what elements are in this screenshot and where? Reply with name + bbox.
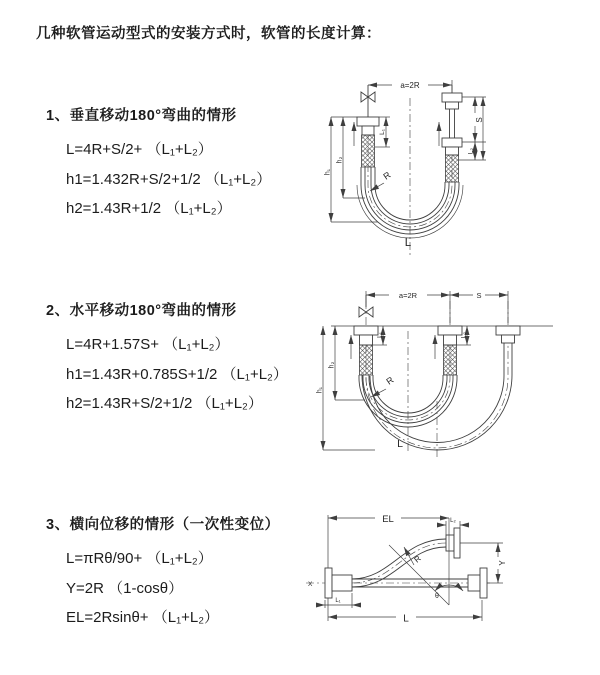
braided-hose-section (362, 135, 375, 167)
section-heading: 1、垂直移动180°弯曲的情形 (46, 108, 237, 124)
braided-hose-section (360, 345, 373, 375)
dim-label-l2: L₂ (467, 147, 475, 155)
right-flange-fitting (442, 85, 462, 182)
dimension-l1 (317, 593, 360, 608)
formula-line: h1=1.432R+S/2+1/2 （L₁+L₂） (66, 170, 272, 188)
dimension-s (450, 291, 508, 323)
dim-label-l1: L₁ (376, 332, 384, 338)
dim-label-l: L (403, 613, 409, 625)
formula-line: h1=1.43R+0.785S+1/2 （L₁+L₂） (66, 365, 288, 383)
dim-label-l: L (404, 237, 412, 249)
valve-icon (361, 85, 375, 117)
page-title: 几种软管运动型式的安装方式时，软管的长度计算： (36, 26, 381, 42)
axis-label-x: X (308, 581, 313, 588)
formula-line: L=4R+S/2+ （L₁+L₂） (66, 141, 213, 158)
diagram-lateral-displacement (301, 505, 600, 655)
right-flange-fitting (496, 326, 520, 343)
formula-line: h2=1.43R+1/2 （L₁+L₂） (66, 200, 232, 217)
diagram-horizontal-180-bend (313, 283, 590, 461)
dim-label-y: Y (498, 560, 507, 566)
dimension-l2 (438, 518, 468, 535)
formula-line: L=πRθ/90+ （L₁+L₂） (66, 550, 213, 567)
formula-line: L=4R+1.57S+ （L₁+L₂） (66, 336, 230, 353)
section-lateral-displacement (46, 513, 280, 633)
dim-label-el: EL (382, 514, 394, 525)
s-curve-hose-moved (352, 539, 446, 587)
dim-label-l1: L₁ (379, 129, 386, 135)
dim-label-h2: h₂ (336, 156, 344, 164)
dimension-a2r (366, 291, 450, 323)
left-flange-fitting (325, 568, 352, 598)
dim-label-s: S (475, 117, 484, 123)
section-heading: 2、水平移动180°弯曲的情形 (46, 303, 237, 319)
dimension-l2 (459, 142, 486, 160)
formula-line: EL=2Rsinθ+ （L₁+L₂） (66, 609, 220, 626)
dim-label-r: R (381, 169, 393, 182)
dim-label-h2: h₂ (328, 361, 336, 369)
dim-label-a2r: a=2R (398, 291, 418, 300)
dimension-l (328, 598, 482, 625)
dim-label-l1: L₁ (335, 598, 341, 604)
diagram-vertical-180-bend (318, 70, 592, 262)
formula-line: h2=1.43R+S/2+1/2 （L₁+L₂） (66, 395, 263, 412)
dim-label-r: R (384, 374, 396, 387)
dim-label-a2r: a=2R (400, 81, 420, 90)
left-flange-fitting (357, 117, 379, 167)
dimension-a2r (368, 80, 452, 90)
formula-line: Y=2R （1-cosθ） (66, 579, 184, 597)
upper-flange-fitting (446, 528, 460, 558)
left-flange-fitting (354, 326, 378, 375)
middle-flange-fitting (438, 326, 462, 375)
braided-hose-section (446, 155, 459, 182)
braided-hose-section (444, 345, 457, 375)
radius-leader (370, 169, 393, 191)
dim-label-s: S (476, 291, 482, 300)
dim-label-theta: θ (435, 593, 439, 600)
section-heading: 3、横向位移的情形（一次性变位） (46, 517, 280, 533)
dim-label-l: L (397, 438, 403, 450)
radius-leader (371, 374, 396, 397)
right-flange-fitting (468, 568, 487, 598)
dim-label-r: R (412, 553, 423, 565)
dim-label-h1: h₁ (324, 168, 332, 176)
section-vertical-180 (46, 104, 271, 224)
angle-theta-construction (389, 518, 463, 605)
dim-label-l2: L₂ (460, 331, 468, 339)
section-horizontal-180 (46, 299, 288, 419)
dim-label-h1: h₁ (316, 386, 324, 394)
dim-label-l2: L₂ (450, 518, 456, 524)
